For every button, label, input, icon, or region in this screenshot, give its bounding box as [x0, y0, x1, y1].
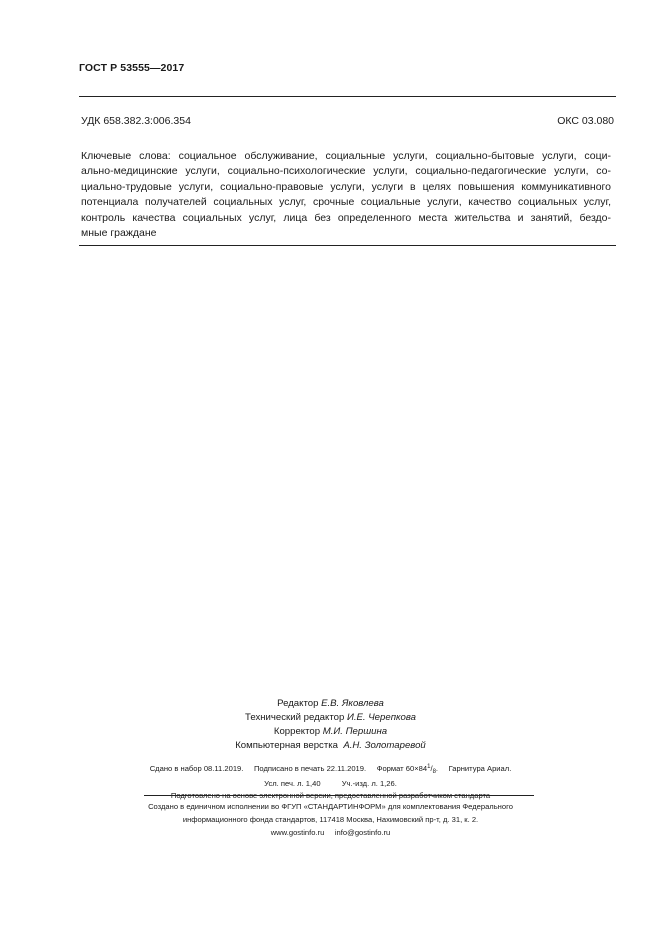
keywords-divider: [79, 245, 616, 246]
keywords-line: контроль качества социальных услуг, лица без определенного места жительства и занятий, бездо-: [81, 211, 611, 224]
email-link[interactable]: info@gostinfo.ru: [334, 827, 391, 837]
credit-tech-editor: Технический редактор И.Е. Черепкова: [245, 712, 416, 723]
keywords-line: мные граждане: [81, 227, 157, 240]
oks-code: ОКС 03.080: [557, 115, 614, 127]
paper-format: Формат 60×841/8.: [376, 764, 439, 775]
edition-sheets: Уч.-изд. л. 1,26.: [341, 779, 397, 789]
submitted-date: Сдано в набор 08.11.2019.: [149, 764, 244, 773]
top-divider: [79, 96, 616, 97]
keywords-line: ально-медицинские услуги, социально-психологические услуги, социально-педагогические услуги, со-: [81, 165, 611, 178]
credit-editor: Редактор Е.В. Яковлева: [277, 698, 384, 709]
imprint-contacts: [0, 827, 661, 840]
keywords-line: Ключевые слова: социальное обслуживание, социальные услуги, социально-бытовые услуги, соци-: [81, 150, 611, 162]
credit-layout: Компьютерная верстка А.Н. Золотаревой: [235, 740, 426, 751]
keywords-line: циально-трудовые услуги, социально-правовые услуги, услуги в целях повышения коммуникативного: [81, 180, 611, 193]
publication-row-1: [0, 761, 661, 778]
publication-row-2: [0, 778, 661, 790]
udk-code: УДК 658.382.3:006.354: [81, 115, 191, 127]
keywords-line: потенциала получателей социальных услуг, срочные социальные услуги, качество социальных услуг,: [81, 196, 611, 209]
credit-corrector: Корректор М.И. Першина: [273, 726, 388, 737]
keywords-paragraph: [81, 149, 611, 241]
print-sheets: Усл. печ. л. 1,40: [264, 779, 321, 789]
imprint-divider: [144, 795, 534, 796]
website-link[interactable]: www.gostinfo.ru: [270, 827, 325, 837]
publication-info: [0, 761, 661, 803]
typeface: Гарнитура Ариал.: [448, 764, 512, 773]
imprint-line-1: Создано в единичном исполнении во ФГУП «СТАНДАРТИНФОРМ» для комплектования Федерального: [148, 802, 513, 811]
standard-number: ГОСТ Р 53555—2017: [79, 62, 185, 74]
prepared-note: Подготовлено на основе электронной версии, предоставленной разработчиком стандарта: [170, 791, 491, 801]
imprint-line-2: информационного фонда стандартов, 117418 Москва, Нахимовский пр-т, д. 31, к. 2.: [182, 814, 479, 824]
signed-date: Подписано в печать 22.11.2019.: [253, 764, 367, 773]
credits-block: [0, 697, 661, 753]
imprint-block: [0, 801, 661, 839]
